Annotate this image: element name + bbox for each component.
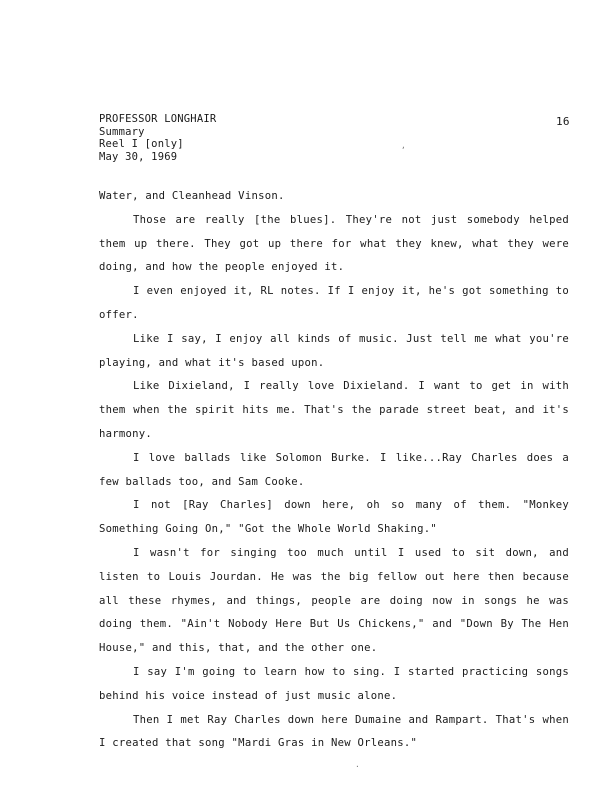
header-reel: Reel I [only] — [99, 138, 184, 150]
paragraph: Like Dixieland, I really love Dixieland. I want to get in with them when the spirit hits me. That's the parade street beat, and it's harmony. — [99, 380, 569, 440]
paragraph: I even enjoyed it, RL notes. If I enjoy it, he's got something to offer. — [99, 285, 569, 321]
paragraph: Like I say, I enjoy all kinds of music. Just tell me what you're playing, and what it's based upon. — [99, 332, 569, 369]
page-number: 16 — [556, 115, 570, 128]
document-header — [99, 113, 579, 163]
paragraph: I wasn't for singing too much until I used to sit down, and listen to Louis Jourdan. He was the big fellow out here then because all these rhymes, and things, people are doing now in songs he was doing them. "Ain't Nobody Here But Us Chickens," and "Down By The Hen House," and this, that, and the other one. — [99, 546, 569, 655]
paragraph: I love ballads like Solomon Burke. I like...Ray Charles does a few ballads too, and Sam Cooke. — [99, 451, 569, 488]
header-date: May 30, 1969 — [99, 150, 178, 163]
transcript-body — [99, 185, 569, 756]
paragraph: Then I met Ray Charles down here Dumaine and Rampart. That's when I created that song "Mardi Gras in New Orleans." — [99, 713, 569, 750]
stray-mark: . — [355, 760, 360, 769]
paragraph-continuation: Water, and Cleanhead Vinson. — [99, 190, 285, 202]
paragraph: I say I'm going to learn how to sing. I started practicing songs behind his voice instead of just music alone. — [99, 665, 569, 702]
header-subtitle: Summary — [99, 125, 145, 138]
header-title: PROFESSOR LONGHAIR — [99, 113, 217, 125]
stray-mark: , — [401, 141, 406, 150]
paragraph: Those are really [the blues]. They're not just somebody helped them up there. They got up there for what they knew, what they were doing, and how the people enjoyed it. — [99, 213, 569, 274]
paragraph: I not [Ray Charles] down here, oh so many of them. "Monkey Something Going On," "Got the Whole World Shaking." — [99, 499, 569, 536]
